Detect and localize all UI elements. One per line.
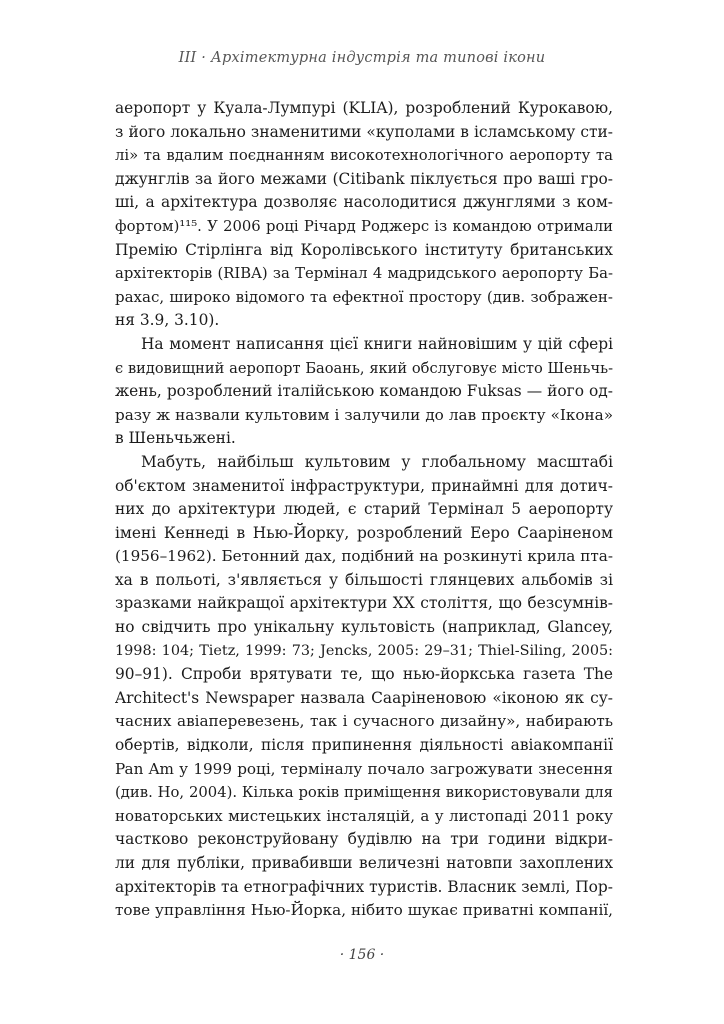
text-line: ня 3.9, 3.10). (115, 311, 220, 330)
text-line: імені Кеннеді в Нью-Йорку, розроблений Ееро Саарінeном (115, 523, 613, 542)
text-line: архітекторів та етнографічних туристів. Власник землі, Пор- (115, 877, 613, 896)
text-line: Architect's Newspaper назвала Саарінeновою «іконою як су- (115, 688, 613, 707)
text-line: (див. Ho, 2004). Кілька років приміщення використовували для (115, 784, 613, 802)
text-line: тове управління Нью-Йорка, нібито шукає приватні компанії, (115, 901, 613, 920)
text-line: з його локально знаменитими «куполами в ісламському сти- (115, 122, 613, 141)
text-line: обертів, відколи, після припинення діяльності авіакомпанії (115, 736, 613, 755)
text-line: архітекторів (RIBA) за Термінал 4 мадридського аеропорту Ба- (115, 265, 613, 283)
text-line: є видовищний аеропорт Баоань, який обслуговує місто Шеньчь- (115, 359, 613, 377)
text-line: рахас, широко відомого та ефектної простору (див. зображен- (115, 287, 613, 306)
text-line: но свідчить про унікальну культовість (наприклад, Glancey, (115, 618, 613, 637)
text-line: Премію Стірлінга від Королівського інституту британських (115, 240, 613, 259)
text-line: частково реконструйовану будівлю на три години відкри- (115, 830, 613, 849)
text-line: них до архітектури людей, є старий Термінал 5 аеропорту (115, 500, 613, 519)
paragraph-first-line: На момент написання цієї книги найновішим у цій сфері (141, 334, 613, 353)
running-header: III · Архітектурна індустрія та типові ікони (178, 50, 546, 66)
text-line: зразками найкращої архітектури XX століття, що безсумнів- (115, 594, 613, 613)
text-line: жень, розроблений італійською командою Fuksas — його од- (115, 382, 613, 401)
text-line: разу ж назвали культовим і залучили до лав проєкту «Ікона» (115, 405, 613, 424)
text-line: ха в польоті, з'являється у більшості глянцевих альбомів зі (115, 570, 613, 589)
text-line: об'єктом знаменитої інфраструктури, принаймні для дотич- (115, 476, 613, 495)
paragraph-first-line: Мабуть, найбільш культовим у глобальному масштабі (141, 452, 613, 471)
text-line: 90–91). Спроби врятувати те, що нью-йоркська газета The (115, 665, 613, 684)
text-line: ші, а архітектура дозволяє насолодитися джунглями з ком- (115, 193, 613, 212)
text-line: 1998: 104; Tietz, 1999: 73; Jencks, 2005: 29–31; Thiel-Siling, 2005: (115, 642, 613, 659)
text-line: (1956–1962). Бетонний дах, подібний на розкинуті крила пта- (115, 547, 613, 566)
text-line: часних авіаперевезень, так і сучасного дизайну», набирають (115, 712, 613, 731)
text-line: аеропорт у Куала-Лумпурі (KLIA), розроблений Курокавою, (115, 99, 613, 117)
text-line: новаторських мистецьких інсталяцій, а у листопаді 2011 року (115, 806, 613, 825)
body-text (115, 97, 613, 923)
text-line: лі» та вдалим поєднанням високотехнологічного аеропорту та (115, 147, 613, 165)
text-line: ли для публіки, привабивши величезні натовпи захоплених (115, 854, 613, 872)
page-number: · 156 · (339, 947, 385, 963)
text-line: в Шеньчьжені. (115, 429, 236, 448)
text-line: джунглів за його межами (Citibank піклується про ваші гро- (115, 169, 613, 188)
text-line: фортом)¹¹⁵. У 2006 році Річард Роджерс із командою отримали (115, 217, 613, 235)
text-line: Pan Am у 1999 році, терміналу почало загрожувати знесення (115, 759, 613, 778)
